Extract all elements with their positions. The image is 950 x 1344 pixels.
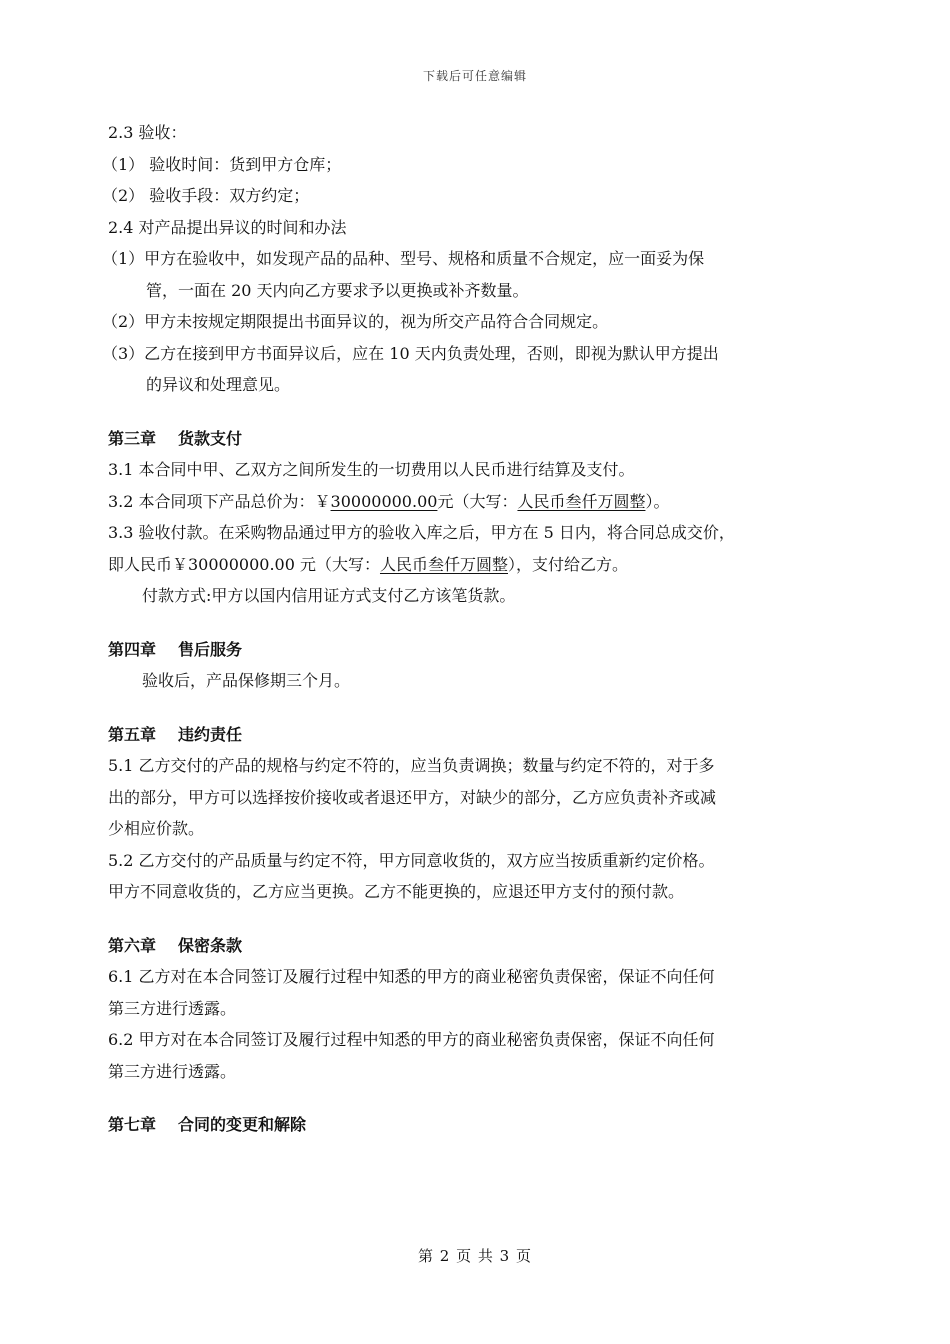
section-2-4-item-3-line-2: 的异议和处理意见。 xyxy=(146,375,291,394)
chapter-5-heading xyxy=(108,719,848,751)
chapter-7-heading xyxy=(108,1109,848,1141)
section-2-3-item-2: （2） 验收手段：双方约定； xyxy=(102,186,310,205)
chapter-3-title: 货款支付 xyxy=(178,428,243,448)
section-2-3-title: 2.3 验收： xyxy=(108,123,187,142)
document-body xyxy=(102,117,848,1141)
clause-3-3-suffix: ），支付给乙方。 xyxy=(508,554,629,574)
clause-5-2-line-1: 5.2 乙方交付的产品质量与约定不符，甲方同意收货的，双方应当按质重新约定价格。 xyxy=(108,850,715,870)
clause-6-2-line-2: 第三方进行透露。 xyxy=(108,1061,237,1081)
section-2-4-title: 2.4 对产品提出异议的时间和办法 xyxy=(108,217,347,237)
clause-3-2-amount-words: 人民币叁仟万圆整 xyxy=(517,491,646,511)
section-2-4-item-1-line-2: 管，一面在 20 天内向乙方要求予以更换或补齐数量。 xyxy=(146,280,529,300)
payment-method: 付款方式:甲方以国内信用证方式支付乙方该笔货款。 xyxy=(142,586,516,605)
section-2-3-item-1: （1） 验收时间：货到甲方仓库； xyxy=(102,154,342,174)
chapter-4-label: 第四章 xyxy=(108,639,157,659)
chapter-7-label: 第七章 xyxy=(108,1115,157,1134)
clause-3-2-mid: 元（大写： xyxy=(437,491,518,511)
clause-3-3-line-2 xyxy=(108,549,848,581)
clause-6-2-line-1: 6.2 甲方对在本合同签订及履行过程中知悉的甲方的商业秘密负责保密，保证不向任何 xyxy=(108,1030,715,1049)
chapter-4-title: 售后服务 xyxy=(178,639,243,659)
clause-3-2-prefix: 3.2 本合同项下产品总价为：￥ xyxy=(108,491,331,511)
clause-3-2-suffix: ）。 xyxy=(645,491,670,511)
clause-3-3-amount-words: 人民币叁仟万圆整 xyxy=(379,554,508,574)
clause-3-2 xyxy=(108,486,848,518)
section-2-4-item-3-line-1: （3）乙方在接到甲方书面异议后，应在 10 天内负责处理，否则，即视为默认甲方提出 xyxy=(102,343,719,363)
chapter-3-label: 第三章 xyxy=(108,428,157,448)
clause-3-3-line-1: 3.3 验收付款。在采购物品通过甲方的验收入库之后，甲方在 5 日内，将合同总成交价， xyxy=(108,523,735,542)
chapter-7-title: 合同的变更和解除 xyxy=(178,1115,307,1134)
chapter-6-label: 第六章 xyxy=(108,935,157,955)
clause-6-1-line-2: 第三方进行透露。 xyxy=(108,998,237,1018)
clause-3-3-prefix: 即人民币￥30000000.00 元（大写： xyxy=(108,554,380,574)
clause-5-2-line-2: 甲方不同意收货的，乙方应当更换。乙方不能更换的，应退还甲方支付的预付款。 xyxy=(108,882,685,901)
chapter-6-title: 保密条款 xyxy=(178,935,243,955)
clause-5-1-line-3: 少相应价款。 xyxy=(108,819,205,838)
clause-3-2-amount: 30000000.00 xyxy=(330,491,438,511)
page-header: 下载后可任意编辑 xyxy=(422,69,527,83)
clause-6-1-line-1: 6.1 乙方对在本合同签订及履行过程中知悉的甲方的商业秘密负责保密，保证不向任何 xyxy=(108,967,715,986)
chapter-3-heading xyxy=(108,423,848,455)
chapter-5-label: 第五章 xyxy=(108,724,157,744)
clause-5-1-line-1: 5.1 乙方交付的产品的规格与约定不符的，应当负责调换；数量与约定不符的，对于多 xyxy=(108,756,715,775)
section-2-4-item-2: （2）甲方未按规定期限提出书面异议的，视为所交产品符合合同规定。 xyxy=(102,312,609,331)
chapter-4-heading xyxy=(108,634,848,666)
chapter-6-heading xyxy=(108,930,848,962)
page-number: 第 2 页 共 3 页 xyxy=(418,1247,532,1265)
clause-5-1-line-2: 出的部分，甲方可以选择按价接收或者退还甲方，对缺少的部分，乙方应负责补齐或减 xyxy=(108,787,717,807)
warranty-text: 验收后，产品保修期三个月。 xyxy=(142,671,351,690)
section-2-4-item-1-line-1: （1）甲方在验收中，如发现产品的品种、型号、规格和质量不合规定，应一面妥为保 xyxy=(102,249,705,268)
clause-3-1: 3.1 本合同中甲、乙双方之间所发生的一切费用以人民币进行结算及支付。 xyxy=(108,460,635,479)
chapter-5-title: 违约责任 xyxy=(178,724,243,744)
